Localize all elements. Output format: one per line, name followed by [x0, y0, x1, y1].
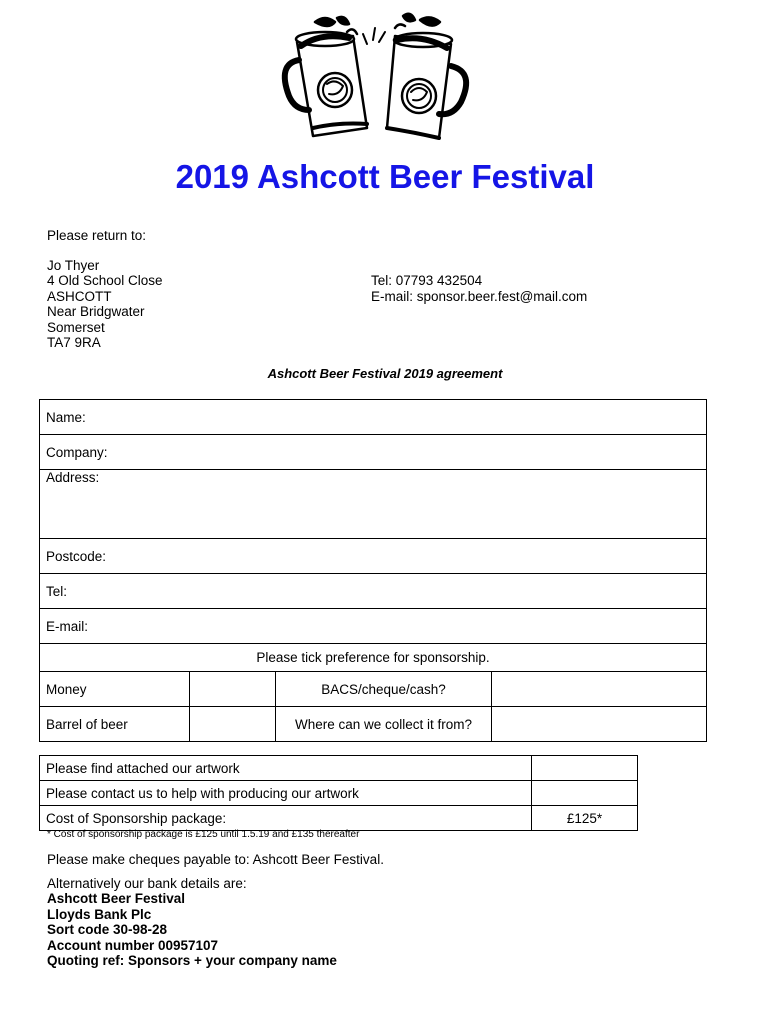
sponsorship-prompt-row	[40, 644, 707, 672]
agreement-title: Ashcott Beer Festival 2019 agreement	[267, 366, 503, 381]
barrel-detail: Where can we collect it from?	[294, 716, 473, 732]
artwork-contact-tick[interactable]	[532, 781, 638, 806]
cost-footnote: * Cost of sponsorship package is £125 until 1.5.19 and £135 thereafter	[47, 829, 360, 840]
form-row-email[interactable]	[40, 609, 707, 644]
bank-line: Account number 00957107	[47, 937, 219, 953]
contact-tel: Tel: 07793 432504	[371, 273, 483, 289]
address-line: TA7 9RA	[47, 334, 101, 350]
address-line: ASHCOTT	[47, 288, 112, 304]
barrel-label: Barrel of beer	[46, 716, 128, 732]
artwork-table	[39, 755, 638, 831]
barrel-detail-field[interactable]	[492, 707, 707, 742]
money-tick-box[interactable]	[190, 672, 276, 707]
money-detail: BACS/cheque/cash?	[321, 681, 446, 697]
name-label: Name:	[46, 409, 86, 425]
cost-label: Cost of Sponsorship package:	[46, 810, 227, 826]
bank-details	[47, 876, 337, 968]
sponsor-form-table	[39, 399, 707, 742]
bank-line: Quoting ref: Sponsors + your company name	[47, 953, 337, 969]
address-line: Near Bridgwater	[47, 304, 145, 320]
email-label: E-mail:	[46, 618, 89, 634]
artwork-attached-label: Please find attached our artwork	[46, 760, 240, 776]
money-label: Money	[46, 681, 87, 697]
return-label: Please return to:	[47, 228, 147, 243]
tel-label: Tel:	[46, 583, 68, 599]
artwork-contact-row	[40, 781, 638, 806]
form-row-company[interactable]	[40, 435, 707, 470]
form-row-address[interactable]	[40, 470, 707, 539]
address-line: Jo Thyer	[47, 258, 100, 273]
cost-row	[40, 806, 638, 831]
address-line: Somerset	[47, 319, 105, 335]
bank-line: Lloyds Bank Plc	[47, 906, 152, 922]
address-label: Address:	[46, 470, 100, 485]
barrel-tick-box[interactable]	[190, 707, 276, 742]
cheques-note: Please make cheques payable to: Ashcott Beer Festival.	[47, 852, 384, 867]
address-line: 4 Old School Close	[47, 273, 163, 289]
money-detail-field[interactable]	[492, 672, 707, 707]
form-row-name[interactable]	[40, 400, 707, 435]
artwork-attached-row	[40, 756, 638, 781]
option-row-barrel	[40, 707, 707, 742]
bank-line: Ashcott Beer Festival	[47, 891, 186, 907]
cost-value: £125*	[566, 810, 603, 826]
artwork-contact-label: Please contact us to help with producing our artwork	[46, 785, 359, 801]
sponsorship-prompt: Please tick preference for sponsorship.	[256, 650, 490, 665]
return-address	[47, 258, 163, 350]
company-label: Company:	[46, 444, 108, 460]
form-row-postcode[interactable]	[40, 539, 707, 574]
postcode-label: Postcode:	[46, 548, 107, 564]
bank-intro: Alternatively our bank details are:	[47, 876, 247, 891]
page-title: 2019 Ashcott Beer Festival	[175, 158, 595, 195]
option-row-money	[40, 672, 707, 707]
artwork-attached-tick[interactable]	[532, 756, 638, 781]
contact-email: E-mail: sponsor.beer.fest@mail.com	[371, 288, 588, 304]
beer-tankards-logo	[275, 10, 485, 145]
form-row-tel[interactable]	[40, 574, 707, 609]
bank-line: Sort code 30-98-28	[47, 922, 168, 938]
